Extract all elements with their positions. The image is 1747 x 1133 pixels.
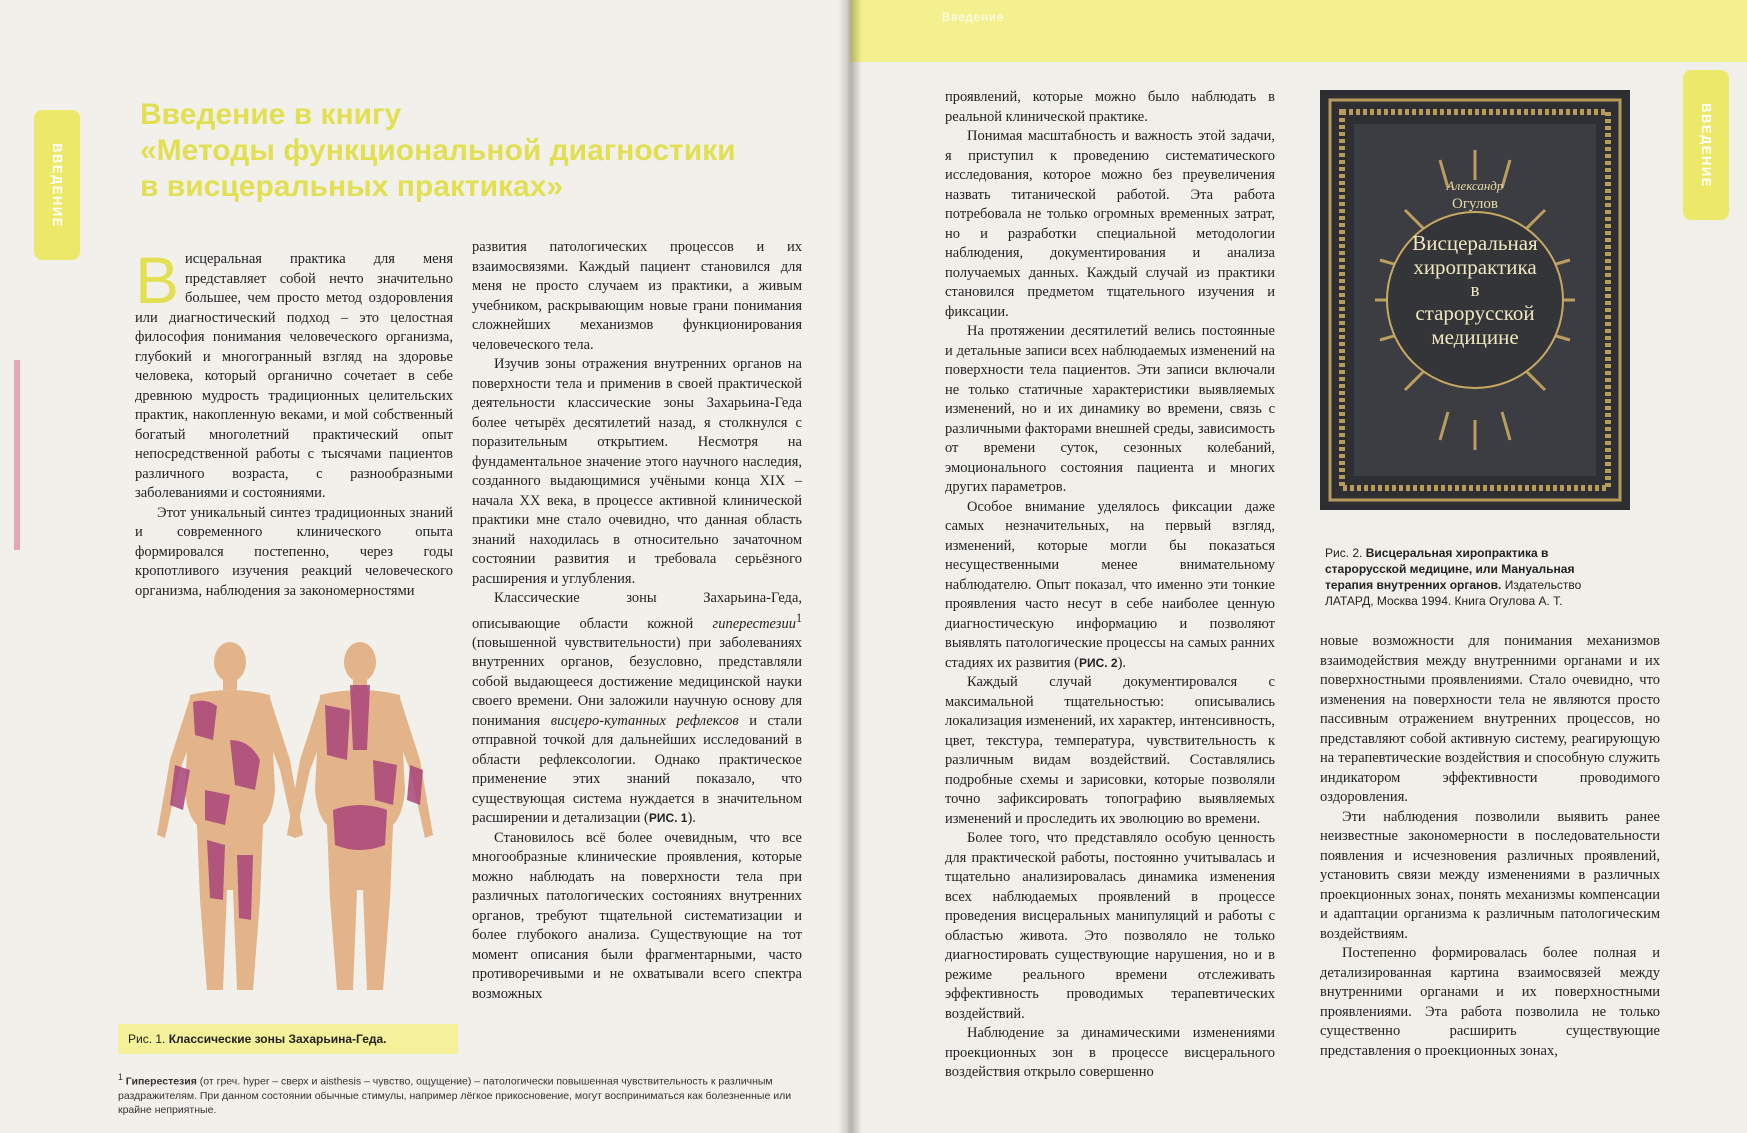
- page-edge-marker: [14, 360, 20, 550]
- section-tab: [1683, 70, 1729, 220]
- paragraph: Изучив зоны отражения внутренних органов на поверхности тела и применив в своей практической деятельности классические зоны Захарьина-Геда более четырёх десятилетий назад, я столкнулся с поразительным открытием. Несмотря на фундаментальное значение этого научного наследия, созданного выдающимися учёными конца XIX – начала XX века, в процессе активной клинической практики мне стало очевидно, что данная область знаний находилась в относительно зачаточном состоянии развития и требовала серьёзного расширения и углубления.: [472, 356, 802, 587]
- footnote-marker: 1: [795, 610, 802, 625]
- caption-prefix: Рис. 2.: [1325, 546, 1363, 560]
- left-column-1: [135, 243, 453, 601]
- footnote-number: 1: [118, 1072, 123, 1082]
- left-column-2: [472, 238, 802, 1004]
- paragraph-text: исцеральная практика для меня представляет собой нечто значительно большее, чем просто метод оздоровления или диагностический подход – это целостная философия понимания человеческого организма, глубокий и многогранный взгляд на здоровье человека, который органично сочетает в себе древнюю мудрость традиционных целительских практик, накопленную веками, и мой собственный богатый многолетний практический опыт непосредственной работы с тысячами пациентов различного возраста, с разнообразными заболеваниями и состояниями.: [135, 251, 453, 501]
- figure-reference: РИС. 1: [648, 811, 688, 826]
- paragraph: Наблюдение за динамическими изменениями проекционных зон в процессе висцерального воздействия открыло совершенно: [945, 1025, 1275, 1080]
- paragraph: Постепенно формировалась более полная и детализированная картина взаимосвязей между внутренними органами и их поверхностными проявлениями. Эта работа позволила не только существенно расширить существующие представления о проекционных зонах,: [1320, 945, 1660, 1059]
- paragraph: новые возможности для понимания механизмов взаимодействия между внутренними органами и их поверхностными проявлениями. Стало очевидно, что изменения на поверхности тела не являются просто пассивным отражением внутренних процессов, но представляют собой активную систему, реагирующую на терапевтические воздействия и способную служить индикатором эффективности проводимого оздоровления.: [1320, 633, 1660, 805]
- book-title-line: в: [1470, 280, 1480, 301]
- term-reflexes: висцеро-кутанных рефлексов: [550, 712, 739, 729]
- book-cover-image: [1320, 90, 1630, 510]
- caption-prefix: Рис. 1.: [128, 1032, 166, 1046]
- text-run: ).: [1117, 654, 1127, 671]
- paragraph: Понимая масштабность и важность этой задачи, я приступил к проведению систематического исследования, которое можно без преувеличения назвать титанической работой. Эта работа потребовала не только огромных временных затрат, но и разработки специальной методологии наблюдения, документирования и анализа получаемых данных. Каждый случай из практики становился предметом тщательного изучения и фиксации.: [945, 128, 1275, 320]
- right-column-2: [1320, 632, 1660, 1061]
- text-run: и стали отправной точкой для дальнейших исследований в области рефлексологии. Однако практическое применение этих знаний показало, что существующая система нуждается в значительном расширении и детализации (: [472, 712, 803, 827]
- text-run: Классические зоны Захарьина-Геда, описывающие области кожной: [472, 590, 802, 632]
- back-body-figure: [287, 642, 433, 990]
- section-tab: [34, 110, 80, 260]
- paragraph: Эти наблюдения позволили выявить ранее неизвестные закономерности в последовательности появления и исчезновения различных проявлений, установить связи между изменениями в различных проекционных зонах, понять механизмы компенсации и адаптации организма к различным патологическим воздействиям.: [1320, 808, 1660, 942]
- caption-text: Классические зоны Захарьина-Геда.: [168, 1032, 387, 1046]
- drop-cap: В: [135, 243, 180, 317]
- title-line: Введение в книгу: [140, 98, 402, 131]
- title-line: «Методы функциональной диагностики: [140, 134, 736, 167]
- text-run: ).: [687, 810, 696, 827]
- paragraph: развития патологических процессов и их взаимосвязями. Каждый пациент становился для меня не просто случаем из практики, а живым учебником, раскрывающим новые грани понимания сложнейших механизмов функционирования человеческого тела.: [472, 239, 802, 353]
- caption-bold: Висцеральная хиропрактика в старорусской медицине, или Мануальная терапия внутренних органов.: [1325, 546, 1575, 592]
- figure-reference: РИС. 2: [1078, 655, 1118, 670]
- term-hyperesthesia: гиперестезии: [712, 615, 796, 632]
- text-run: (повышенной чувствительности) при заболеваниях внутренних органов, безусловно, представляли собой выдающееся достижение медицинской науки своего времени. Они заложили научную основу для понимания: [472, 634, 802, 729]
- footnote: [118, 1070, 798, 1117]
- figure1-caption: [118, 1024, 458, 1054]
- book-gutter: [838, 0, 862, 1133]
- paragraph: Более того, что представляло особую ценность для практической работы, постоянно учитывалась и тщательно анализировалась динамика изменения всех наблюдаемых проявлений в процессе проведения висцеральных манипуляций и работы с областью живота. Это позволяло не только диагностировать существующие нарушения, но и в режиме реального времени отслеживать эффективность проводимых терапевтических воздействий.: [945, 830, 1275, 1022]
- section-tab-label: ВВЕДЕНИЕ: [1698, 102, 1714, 188]
- figure-body-zones: [135, 640, 455, 1000]
- book-title-line: медицине: [1431, 325, 1519, 349]
- text-run: Особое внимание уделялось фиксации даже самых незначительных, на первый взгляд, изменений, которые могли бы показаться несущественными менее внимательному наблюдателю. Опыт показал, что именно эти тонкие проявления часто несут в себе наиболее ценную диагностическую информацию и позволяют выявлять патологические процессы на самых ранних стадиях их развития (: [945, 498, 1275, 671]
- paragraph: Этот уникальный синтез традиционных знаний и современного клинического опыта формировался постепенно, через годы кропотливого изучения реакций человеческого организма, наблюдения за закономерностями: [135, 504, 453, 599]
- chapter-title: [140, 97, 780, 205]
- book-title-line: Висцеральная: [1412, 231, 1538, 255]
- title-line: в висцеральных практиках»: [140, 170, 564, 203]
- book-author-last: Огулов: [1452, 196, 1498, 212]
- paragraph: [945, 498, 1275, 674]
- right-column-1: [945, 88, 1275, 1083]
- book-author-first: Александр: [1446, 178, 1504, 193]
- section-tab-label: ВВЕДЕНИЕ: [49, 142, 65, 228]
- running-header: [850, 0, 1747, 62]
- left-page: [0, 0, 848, 1133]
- paragraph: На протяжении десятилетий велись постоянные и детальные записи всех наблюдаемых изменений на поверхности тела пациентов. Эти записи включали не только статичные характеристики выявляемых изменений, но и их динамику во времени, связь с различными факторами внешней среды, зависимость от времени суток, сезонных колебаний, эмоционального состояния пациента и многих других параметров.: [945, 323, 1275, 495]
- right-page: [850, 0, 1747, 1133]
- footnote-term: Гиперестезия: [125, 1075, 197, 1088]
- figure2-caption: [1325, 545, 1625, 609]
- caption-rest: Издательство ЛАТАРД, Москва 1994. Книга Огулова А. Т.: [1325, 578, 1582, 608]
- paragraph: Каждый случай документировался с максимальной тщательностью: описывались локализация изменений, их характер, интенсивность, цвет, текстура, температура, чувствительность к различным видам воздействий. Составлялись подробные схемы и зарисовки, которые позволяли точно зафиксировать топографию выявляемых изменений и проследить их эволюцию во времени.: [945, 674, 1275, 827]
- front-body-figure: [157, 642, 303, 990]
- paragraph: [472, 589, 802, 829]
- book-title-line: хиропрактика: [1413, 255, 1537, 279]
- footnote-text: (от греч. hyper – сверх и aisthesis – чувство, ощущение) – патологически повышенная чувствительность к различным раздражителям. При данном состоянии обычные стимулы, например лёгкое прикосновение, могут восприниматься как болезненные или крайне неприятные.: [118, 1075, 792, 1116]
- book-title-line: старорусской: [1415, 301, 1535, 325]
- paragraph: Становилось всё более очевидным, что все многообразные клинические проявления, которые можно наблюдать на поверхности тела при различных патологических состояниях внутренних органов, требуют тщательной систематизации и более глубокого анализа. Существующие на тот момент описания были фрагментарными, часто противоречивыми и не охватывали всего спектра возможных: [472, 829, 802, 1002]
- paragraph: [135, 243, 453, 504]
- running-header-text: Введение: [942, 10, 1005, 24]
- paragraph: проявлений, которые можно было наблюдать в реальной клинической практике.: [945, 89, 1275, 125]
